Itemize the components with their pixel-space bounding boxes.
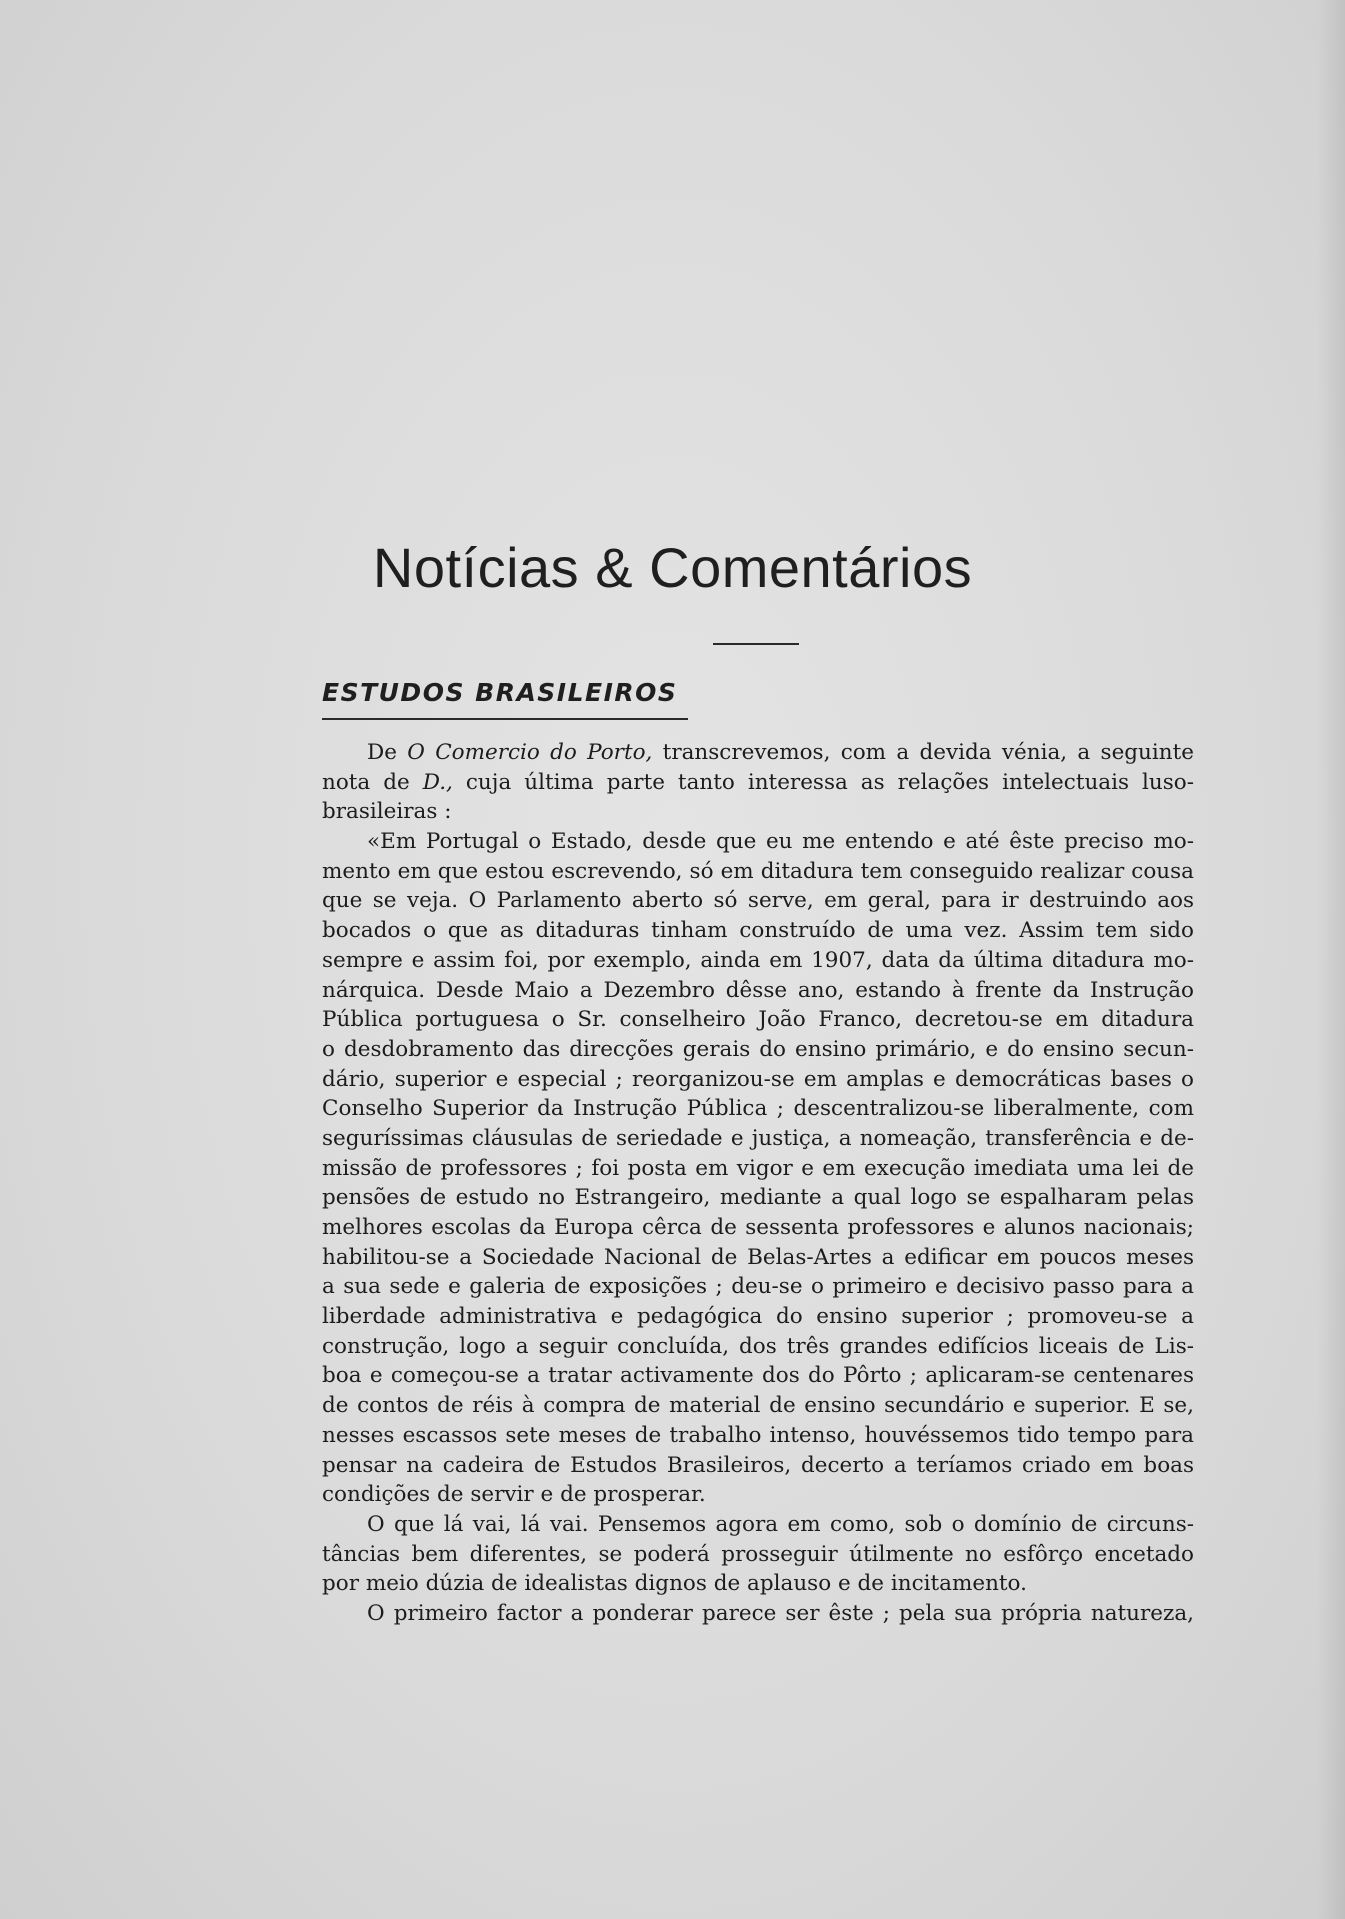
text-segment: bocados o que as ditaduras tinham construído de uma vez. Assim tem sido [322, 918, 1194, 944]
text-line [322, 1451, 1194, 1481]
text-line [322, 1332, 1194, 1362]
text-line [322, 976, 1194, 1006]
text-line [322, 797, 1194, 827]
text-segment: liberdade administrativa e pedagógica do ensino superior ; promoveu-se a [322, 1304, 1194, 1330]
text-line [322, 1480, 1194, 1510]
text-segment: O que lá vai, lá vai. Pensemos agora em como, sob o domínio de circuns- [367, 1511, 1194, 1537]
text-line [322, 1272, 1194, 1302]
text-segment: Conselho Superior da Instrução Pública ; descentralizou-se liberalmente, com [322, 1096, 1194, 1122]
text-segment: De [367, 740, 408, 765]
text-line [322, 1035, 1194, 1065]
text-segment: dário, superior e especial ; reorganizou-se em amplas e democráticas bases o [322, 1066, 1194, 1092]
text-segment: transcrevemos, com a devida vénia, a seguinte [652, 740, 1194, 765]
section-heading-underline [322, 718, 688, 720]
text-line [322, 1243, 1194, 1273]
text-line [322, 768, 1194, 798]
text-segment: por meio dúzia de idealistas dignos de aplauso e de incitamento. [322, 1571, 1027, 1597]
text-line [322, 1183, 1194, 1213]
article-body [322, 738, 1194, 1629]
text-segment: mento em que estou escrevendo, só em ditadura tem conseguido realizar cousa [322, 858, 1194, 884]
text-segment: Pública portuguesa o Sr. conselheiro João Franco, decretou-se em ditadura [322, 1007, 1194, 1033]
text-segment: nota de [322, 769, 423, 795]
text-segment: melhores escolas da Europa cêrca de sessenta professores e alunos nacionais; [322, 1215, 1194, 1240]
text-line [322, 1005, 1194, 1035]
text-line [322, 1124, 1194, 1154]
text-line [322, 1421, 1194, 1451]
text-segment: condições de servir e de prosperar. [322, 1482, 706, 1508]
text-segment: o desdobramento das direcções gerais do ensino primário, e do ensino secun- [322, 1036, 1194, 1062]
text-line [322, 916, 1194, 946]
text-line [322, 1361, 1194, 1391]
text-line [322, 1065, 1194, 1095]
text-segment: seguríssimas cláusulas de seriedade e justiça, a nomeação, transferência e de- [322, 1125, 1194, 1151]
text-segment: cuja última parte tanto interessa as relações intelectuais luso- [452, 769, 1195, 795]
text-line [322, 886, 1194, 916]
section-heading: ESTUDOS BRASILEIROS [322, 678, 678, 707]
text-segment: construção, logo a seguir concluída, dos três grandes edifícios liceais de Lis- [322, 1333, 1194, 1359]
text-segment: brasileiras : [322, 799, 452, 825]
text-line [322, 1540, 1194, 1570]
text-segment: pensar na cadeira de Estudos Brasileiros, decerto a teríamos criado em boas [322, 1452, 1194, 1478]
text-line [322, 1599, 1194, 1629]
text-segment: que se veja. O Parlamento aberto só serve, em geral, para ir destruindo aos [322, 888, 1194, 914]
text-segment: O primeiro factor a ponderar parece ser êste ; pela sua própria natureza, [367, 1600, 1194, 1626]
text-segment: missão de professores ; foi posta em vigor e em execução imediata uma lei de [322, 1155, 1194, 1181]
text-line [322, 827, 1194, 857]
text-line [322, 1302, 1194, 1332]
text-line [322, 1510, 1194, 1540]
text-line [322, 1094, 1194, 1124]
text-segment: pensões de estudo no Estrangeiro, mediante a qual logo se espalharam pelas [322, 1185, 1194, 1211]
text-line [322, 1391, 1194, 1421]
text-line [322, 1154, 1194, 1184]
text-line [322, 1569, 1194, 1599]
text-segment: de contos de réis à compra de material de ensino secundário e superior. E se, [322, 1393, 1194, 1419]
text-segment: boa e começou-se a tratar activamente dos do Pôrto ; aplicaram-se centenares [322, 1363, 1194, 1389]
text-line [322, 946, 1194, 976]
text-segment: a sua sede e galeria de exposições ; deu-se o primeiro e decisivo passo para a [322, 1274, 1194, 1300]
page-title: Notícias & Comentários [372, 536, 973, 599]
text-segment: nárquica. Desde Maio a Dezembro dêsse ano, estando à frente da Instrução [322, 977, 1194, 1003]
italic-text-segment: D., [422, 769, 453, 795]
text-segment: «Em Portugal o Estado, desde que eu me entendo e até êste preciso mo- [367, 829, 1194, 855]
italic-text-segment: O Comercio do Porto, [407, 740, 653, 765]
text-segment: tâncias bem diferentes, se poderá prosseguir útilmente no esfôrço encetado [322, 1541, 1194, 1567]
title-divider [713, 643, 799, 645]
text-line [322, 1213, 1194, 1243]
text-segment: habilitou-se a Sociedade Nacional de Belas-Artes a edificar em poucos meses [322, 1244, 1194, 1270]
text-segment: nesses escassos sete meses de trabalho intenso, houvéssemos tido tempo para [322, 1422, 1194, 1448]
text-line [322, 857, 1194, 887]
text-segment: sempre e assim foi, por exemplo, ainda em 1907, data da última ditadura mo- [322, 947, 1194, 973]
page-edge-shadow [1317, 0, 1345, 1919]
text-line [322, 738, 1194, 768]
